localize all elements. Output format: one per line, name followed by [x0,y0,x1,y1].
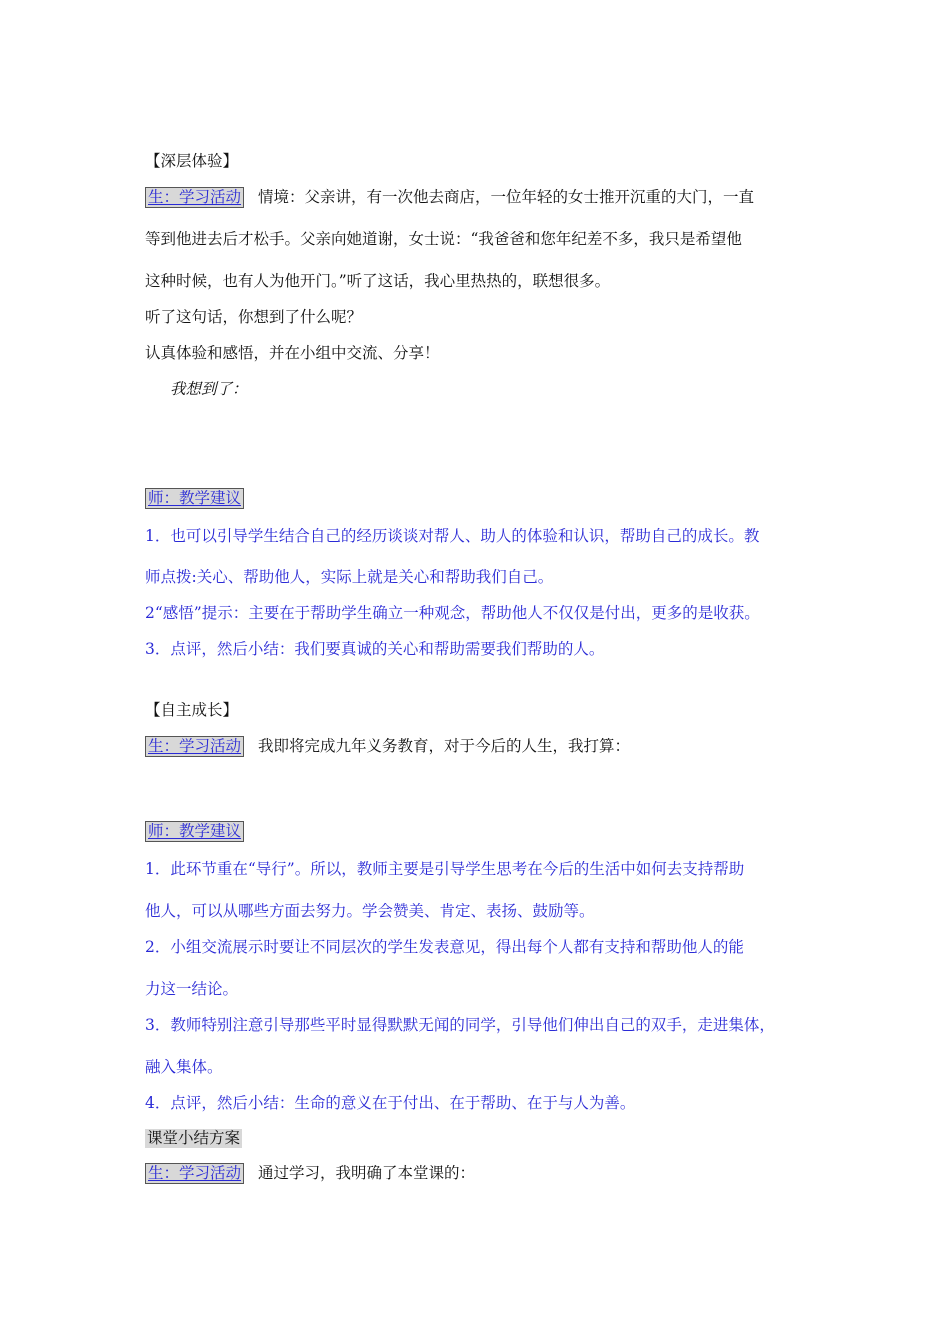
student-activity-tag: 生：学习活动 [145,736,244,757]
summary-heading-row [145,1127,242,1149]
my-thought-prompt: 我想到了： [170,380,248,398]
teacher2-item1-line1: 1．此环节重在“导行”。所以，教师主要是引导学生思考在今后的生活中如何去支持帮助 [145,860,745,878]
scenario-text-line-2: 等到他进去后才松手。父亲向她道谢，女士说：“我爸爸和您年纪差不多，我只是希望他 [145,230,742,248]
teacher2-item2-line1: 2．小组交流展示时要让不同层次的学生发表意见，得出每个人都有支持和帮助他人的能 [145,938,744,956]
teacher2-item1-line2: 他人，可以从哪些方面去努力。学会赞美、肯定、表扬、鼓励等。 [145,902,595,920]
teacher1-item1-line2: 师点拨:关心、帮助他人，实际上就是关心和帮助我们自己。 [145,568,554,586]
teacher2-item4: 4．点评，然后小结：生命的意义在于付出、在于帮助、在于与人为善。 [145,1094,636,1112]
student-activity-row-3 [145,1162,475,1184]
scenario-text-line-1: 情境：父亲讲，有一次他去商店，一位年轻的女士推开沉重的大门，一直 [258,188,755,206]
question-text: 听了这句话，你想到了什么呢？ [145,308,363,326]
section-heading-deep-experience: 【深层体验】 [145,152,239,170]
teacher1-item3: 3．点评，然后小结：我们要真诚的关心和帮助需要我们帮助的人。 [145,640,605,658]
teacher1-item1-line1: 1．也可以引导学生结合自己的经历谈谈对帮人、助人的体验和认识，帮助自己的成长。教 [145,527,760,545]
student-activity-tag: 生：学习活动 [145,1163,244,1184]
summary-heading: 课堂小结方案 [147,1129,241,1147]
teacher-suggestion-tag: 师：教学建议 [145,821,244,842]
teacher-suggestion-row-2 [145,820,244,842]
scenario-text-line-3: 这种时候，也有人为他开门。”听了这话，我心里热热的，联想很多。 [145,272,611,290]
student-activity-row-2 [145,735,630,757]
teacher-suggestion-row-1 [145,487,244,509]
teacher-suggestion-tag: 师：教学建议 [145,488,244,509]
section-heading-self-growth: 【自主成长】 [145,701,239,719]
student-activity-row-1 [145,186,754,208]
teacher2-item2-line2: 力这一结论。 [145,980,239,998]
instruction-text: 认真体验和感悟，并在小组中交流、分享！ [145,344,440,362]
student-activity-tag: 生：学习活动 [145,187,244,208]
teacher1-item2: 2“感悟”提示：主要在于帮助学生确立一种观念，帮助他人不仅仅是付出，更多的是收获。 [145,604,760,622]
plan-text: 我即将完成九年义务教育，对于今后的人生，我打算： [258,737,631,755]
summary-text: 通过学习，我明确了本堂课的： [258,1164,476,1182]
teacher2-item3-line2: 融入集体。 [145,1058,223,1076]
teacher2-item3-line1: 3．教师特别注意引导那些平时显得默默无闻的同学，引导他们伸出自己的双手，走进集体， [145,1016,775,1034]
